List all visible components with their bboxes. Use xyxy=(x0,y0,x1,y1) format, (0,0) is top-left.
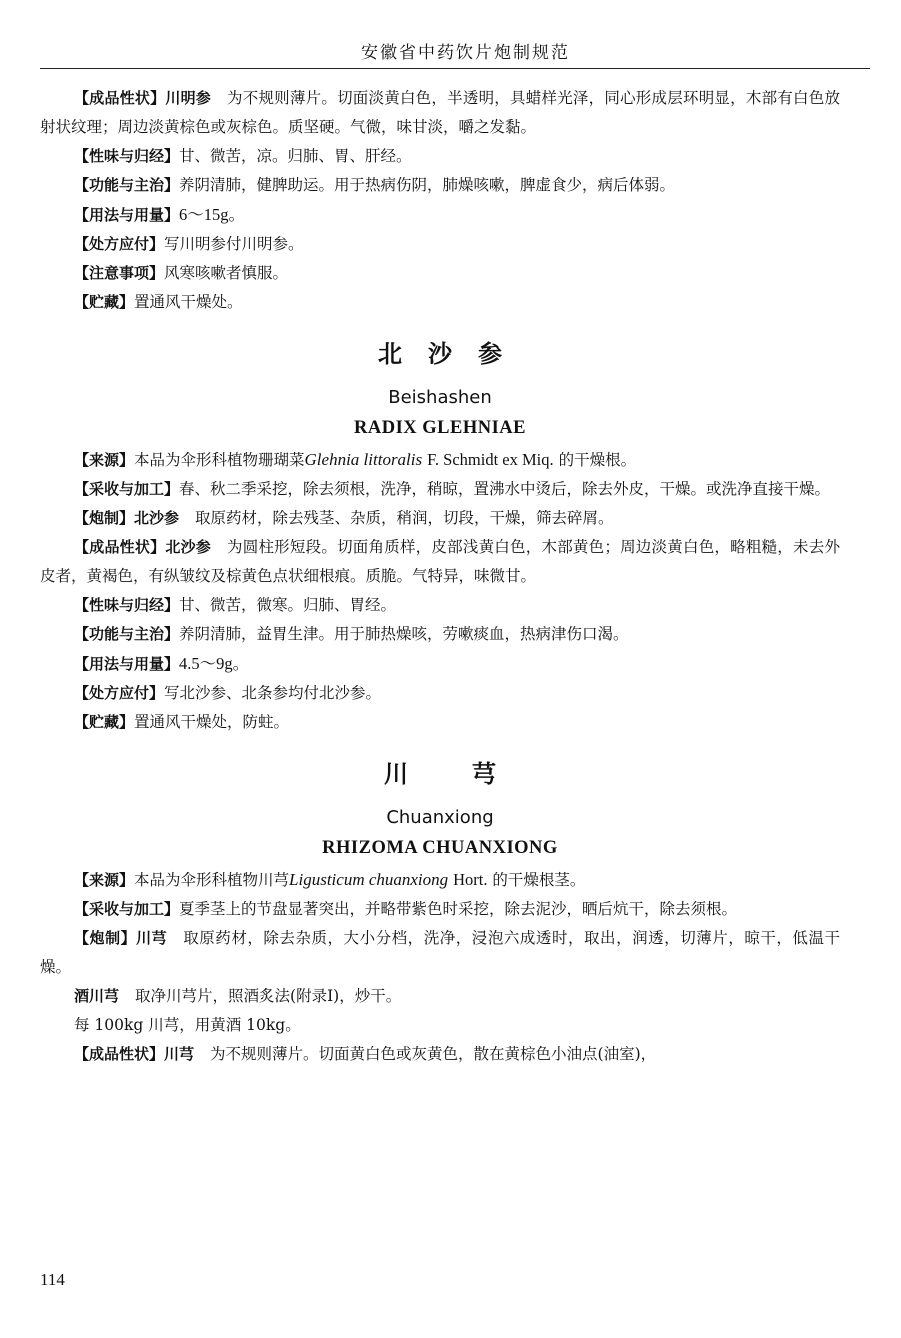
paragraph-text: 本品为伞形科植物珊瑚菜 xyxy=(134,451,305,469)
section-label: 【功能与主治】 xyxy=(74,625,180,643)
paragraph-text: 夏季茎上的节盘显著突出，并略带紫色时采挖，除去泥沙，晒后炕干，除去须根。 xyxy=(179,900,738,918)
harvest-paragraph xyxy=(40,475,840,504)
rx-paragraph xyxy=(40,679,840,708)
section-label: 【处方应付】 xyxy=(74,235,165,253)
item-name: 川明参 xyxy=(165,89,212,107)
function-paragraph xyxy=(40,620,840,649)
species-author: F. Schmidt ex Miq. xyxy=(427,450,554,469)
source-paragraph xyxy=(40,865,840,895)
paragraph-text: 本品为伞形科植物川芎 xyxy=(134,871,290,889)
section-label: 【采收与加工】 xyxy=(74,480,180,498)
entry-pinyin: Beishashen xyxy=(388,387,492,408)
section-label: 【来源】 xyxy=(74,451,135,469)
harvest-paragraph xyxy=(40,895,840,924)
paragraph-text: 的干燥根。 xyxy=(558,451,637,469)
paragraph-text: 取原药材，除去杂质，大小分档，洗净，浸泡六成透时，取出，润透，切薄片，晾干，低温干燥。 xyxy=(40,929,840,976)
intro-taste-paragraph xyxy=(40,142,840,171)
intro-caution-paragraph xyxy=(40,259,840,288)
paragraph-text: 为不规则薄片。切面黄白色或灰黄色，散在黄棕色小油点(油室)， xyxy=(210,1045,657,1063)
paragraph-text: 每 100kg 川芎，用黄酒 10kg。 xyxy=(74,1016,301,1034)
item-name: 北沙参 xyxy=(165,538,212,556)
paragraph-text: 4.5～9g。 xyxy=(179,654,250,673)
paragraph-text: 写北沙参、北条参均付北沙参。 xyxy=(164,684,382,702)
item-name: 酒川芎 xyxy=(74,987,120,1005)
page-number: 114 xyxy=(40,1270,65,1289)
intro-dosage-paragraph xyxy=(40,200,840,230)
product-paragraph xyxy=(40,1040,840,1069)
wine-ratio-paragraph xyxy=(40,1011,840,1040)
source-paragraph xyxy=(40,445,840,475)
paragraph-text: 置通风干燥处。 xyxy=(134,293,243,311)
intro-product-paragraph xyxy=(40,84,840,142)
paragraph-text: 养阴清肺，益胃生津。用于肺热燥咳，劳嗽痰血，热病津伤口渴。 xyxy=(179,625,629,643)
entry-title-chuanxiong: 川芎 xyxy=(384,760,560,788)
entry-pinyin: Chuanxiong xyxy=(386,807,494,828)
species-author: Hort. xyxy=(453,870,488,889)
section-label: 【性味与归经】 xyxy=(74,147,180,165)
process-paragraph xyxy=(40,924,840,982)
species-name: Glehnia littoralis xyxy=(304,450,423,469)
dosage-paragraph xyxy=(40,649,840,679)
entry-latin-name: RHIZOMA CHUANXIONG xyxy=(322,838,558,858)
section-label: 【成品性状】 xyxy=(74,538,166,556)
entry-title-beishashen: 北沙参 xyxy=(378,340,528,368)
storage-paragraph xyxy=(40,708,840,737)
intro-rx-paragraph xyxy=(40,230,840,259)
paragraph-text: 的干燥根茎。 xyxy=(492,871,586,889)
paragraph-text: 写川明参付川明参。 xyxy=(164,235,304,253)
section-label: 【用法与用量】 xyxy=(74,206,180,224)
page-content xyxy=(40,84,840,1069)
section-label: 【炮制】 xyxy=(74,509,135,527)
paragraph-text: 风寒咳嗽者慎服。 xyxy=(164,264,289,282)
section-label: 【成品性状】 xyxy=(74,89,166,107)
paragraph-text: 为不规则薄片。切面淡黄白色，半透明，具蜡样光泽，同心形成层环明显，木部有白色放射状纹理；周边淡黄棕色或灰棕色。质坚硬。气微，味甘淡，嚼之发黏。 xyxy=(40,89,840,136)
section-label: 【贮藏】 xyxy=(74,713,135,731)
wine-process-paragraph xyxy=(40,982,840,1011)
section-label: 【功能与主治】 xyxy=(74,176,180,194)
paragraph-text: 养阴清肺，健脾助运。用于热病伤阴，肺燥咳嗽，脾虚食少，病后体弱。 xyxy=(179,176,676,194)
species-name: Ligusticum chuanxiong xyxy=(289,870,449,889)
section-label: 【炮制】 xyxy=(74,929,137,947)
paragraph-text: 6～15g。 xyxy=(179,205,246,224)
paragraph-text: 为圆柱形短段。切面角质样，皮部浅黄白色，木部黄色；周边淡黄白色，略粗糙，未去外皮者，黄褐色，有纵皱纹及棕黄色点状细根痕。质脆。气特异，味微甘。 xyxy=(40,538,840,585)
section-label: 【性味与归经】 xyxy=(74,596,180,614)
section-label: 【注意事项】 xyxy=(74,264,165,282)
page-header xyxy=(40,36,870,69)
section-label: 【成品性状】 xyxy=(74,1045,165,1063)
item-name: 北沙参 xyxy=(134,509,180,527)
section-label: 【处方应付】 xyxy=(74,684,165,702)
section-label: 【来源】 xyxy=(74,871,135,889)
taste-paragraph xyxy=(40,591,840,620)
paragraph-text: 甘、微苦，凉。归肺、胃、肝经。 xyxy=(179,147,412,165)
header-title: 安徽省中药饮片炮制规范 xyxy=(361,43,570,63)
section-label: 【采收与加工】 xyxy=(74,900,180,918)
section-label: 【用法与用量】 xyxy=(74,655,180,673)
paragraph-text: 春、秋二季采挖，除去须根，洗净，稍晾，置沸水中烫后，除去外皮，干燥。或洗净直接干燥。 xyxy=(179,480,831,498)
intro-storage-paragraph xyxy=(40,288,840,317)
paragraph-text: 取净川芎片，照酒炙法(附录Ⅰ)，炒干。 xyxy=(135,987,402,1005)
item-name: 川芎 xyxy=(164,1045,195,1063)
paragraph-text: 置通风干燥处，防蛀。 xyxy=(134,713,290,731)
product-paragraph xyxy=(40,533,840,591)
entry-latin-name: RADIX GLEHNIAE xyxy=(354,418,526,438)
paragraph-text: 取原药材，除去残茎、杂质，稍润，切段，干燥，筛去碎屑。 xyxy=(195,509,614,527)
item-name: 川芎 xyxy=(136,929,168,947)
process-paragraph xyxy=(40,504,840,533)
intro-function-paragraph xyxy=(40,171,840,200)
section-label: 【贮藏】 xyxy=(74,293,135,311)
paragraph-text: 甘、微苦，微寒。归肺、胃经。 xyxy=(179,596,397,614)
